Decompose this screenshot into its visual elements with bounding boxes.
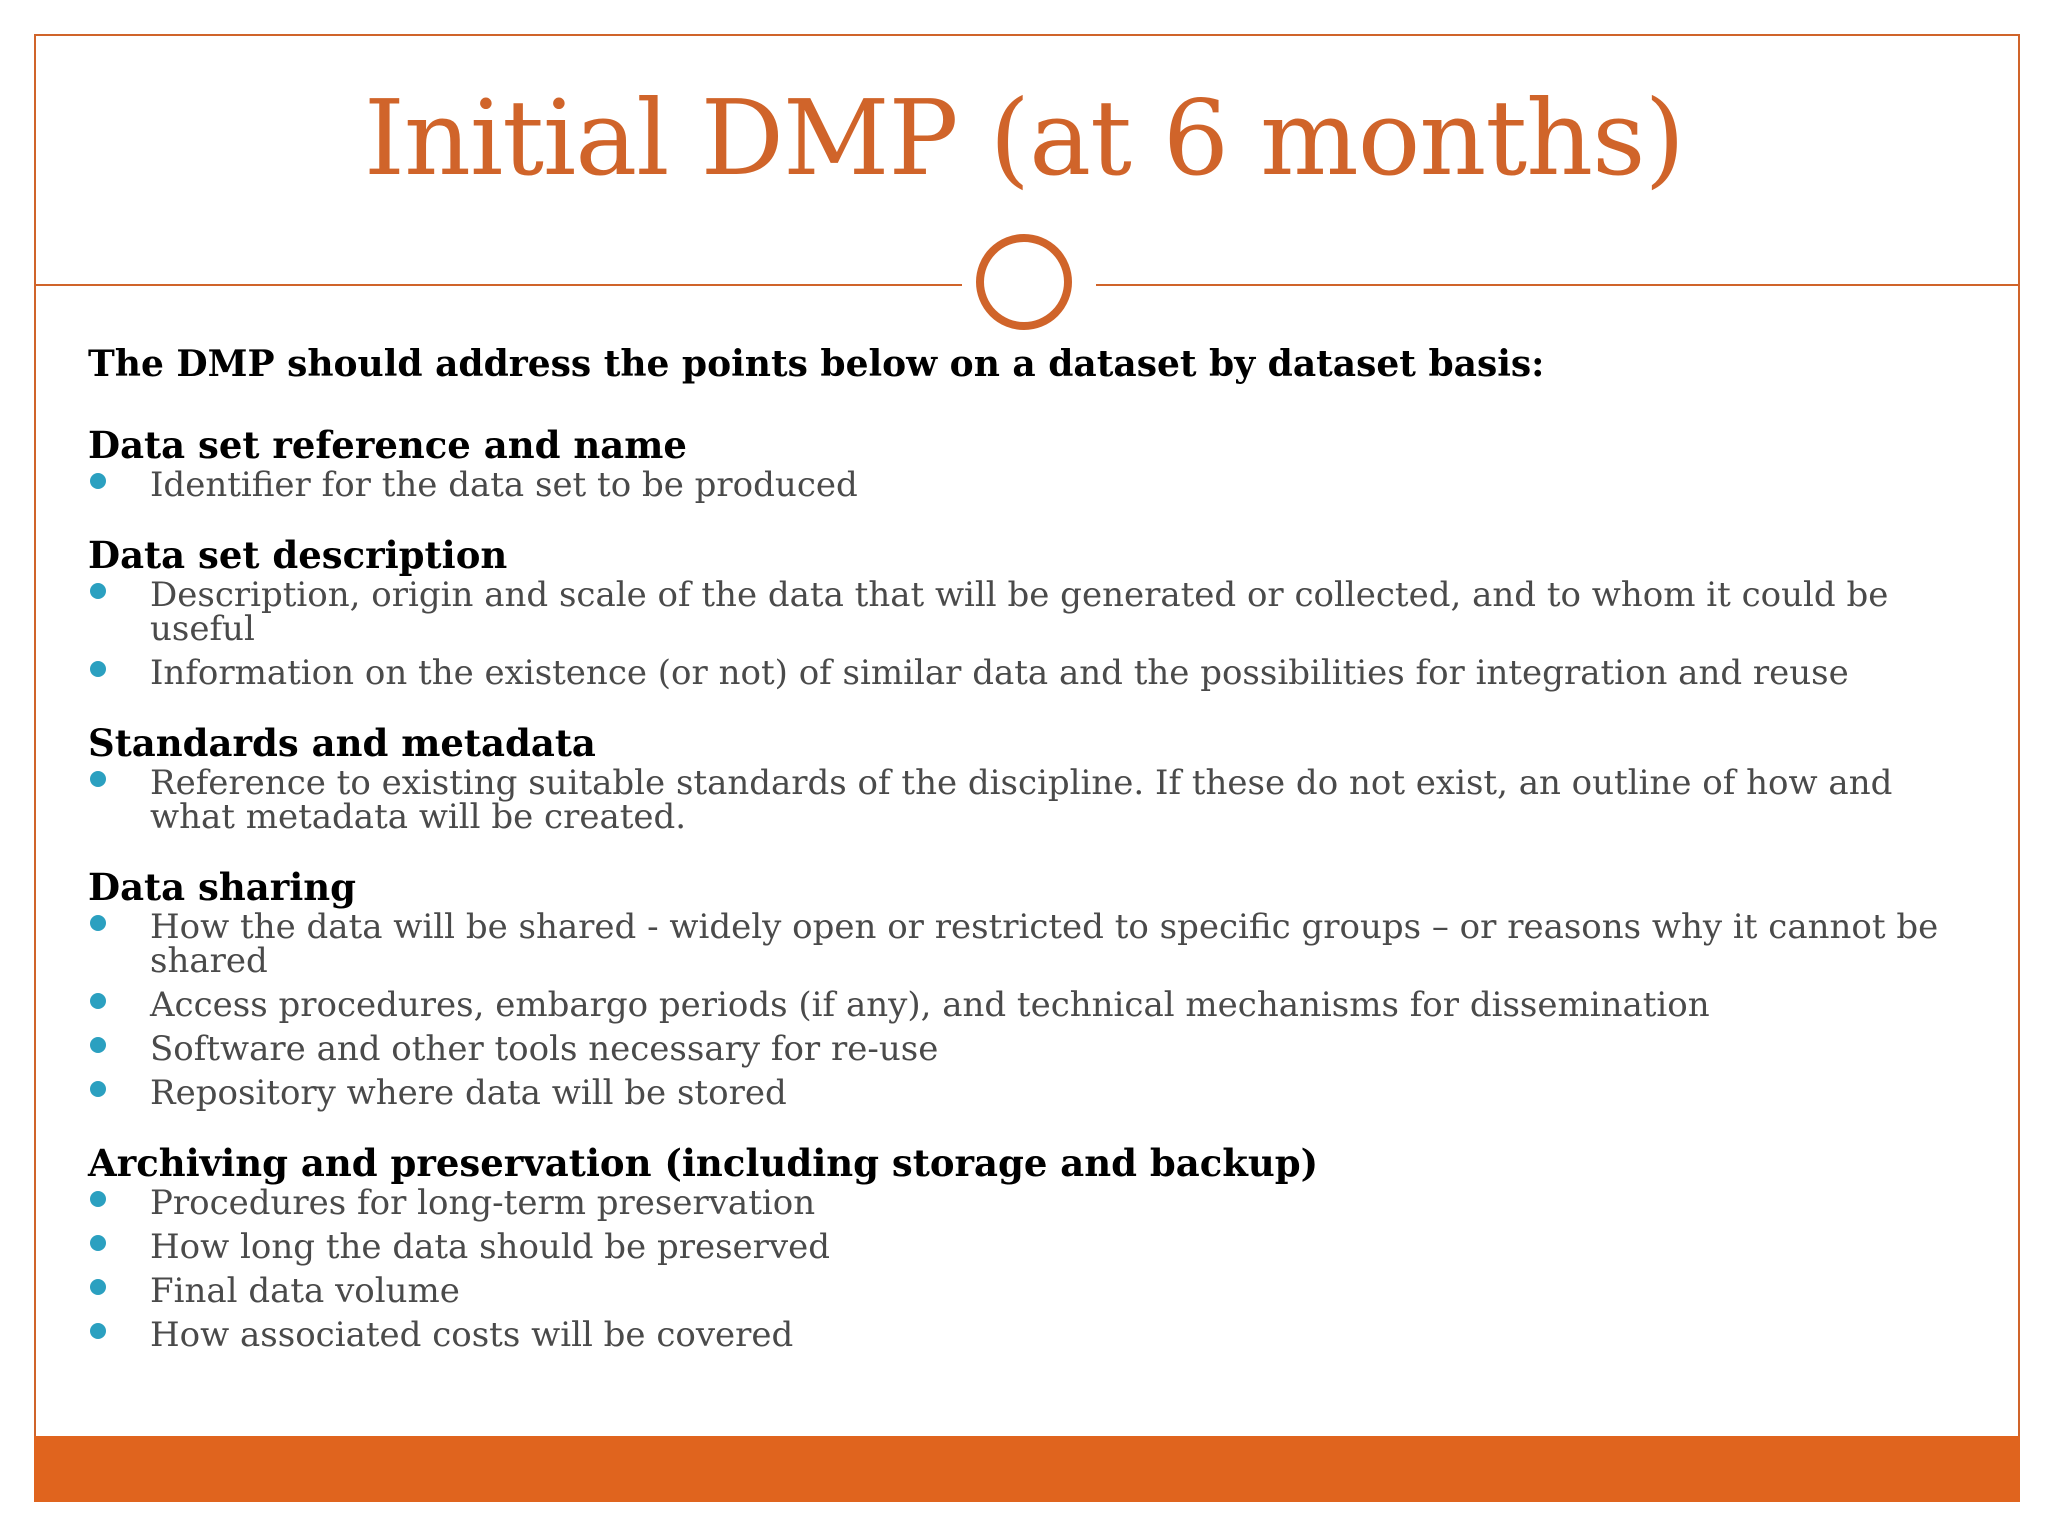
list-item	[88, 1029, 1988, 1069]
section-archiving-preservation	[88, 1140, 1988, 1355]
list-item	[88, 1271, 1988, 1311]
bullet-dot-icon	[90, 771, 106, 787]
list-item	[88, 907, 1988, 981]
footer-bar	[34, 1436, 2020, 1502]
list-item	[88, 763, 1988, 837]
bullet-dot-icon	[90, 661, 106, 677]
bullet-list	[88, 907, 1988, 1113]
bullet-dot-icon	[90, 1081, 106, 1097]
bullet-text: Procedures for long-term preservation	[150, 1183, 816, 1223]
bullet-text: Final data volume	[150, 1271, 460, 1311]
bullet-dot-icon	[90, 1037, 106, 1053]
bullet-dot-icon	[90, 993, 106, 1009]
bullet-dot-icon	[90, 1323, 106, 1339]
list-item	[88, 575, 1988, 649]
bullet-list	[88, 575, 1988, 693]
list-item	[88, 465, 1988, 505]
bullet-dot-icon	[90, 1279, 106, 1295]
section-heading: Data set description	[88, 533, 508, 577]
list-item	[88, 985, 1988, 1025]
list-item	[88, 1315, 1988, 1355]
section-data-set-description	[88, 532, 1988, 693]
bullet-list	[88, 465, 1988, 505]
bullet-text: Information on the existence (or not) of similar data and the possibilities for integration and reuse	[150, 653, 1849, 693]
section-standards-metadata	[88, 720, 1988, 837]
bullet-text: Repository where data will be stored	[150, 1073, 787, 1113]
bullet-text: Description, origin and scale of the data that will be generated or collected, and to whom it could be useful	[150, 575, 1889, 649]
list-item	[88, 1183, 1988, 1223]
bullet-text: How the data will be shared - widely open or restricted to specific groups – or reasons why it cannot be shared	[150, 907, 1939, 981]
intro-text: The DMP should address the points below on a dataset by dataset basis:	[88, 343, 1545, 385]
bullet-dot-icon	[90, 473, 106, 489]
section-heading: Archiving and preservation (including storage and backup)	[88, 1141, 1319, 1185]
circle-ornament-icon	[976, 234, 1072, 330]
list-item	[88, 1227, 1988, 1267]
section-heading: Data set reference and name	[88, 423, 687, 467]
bullet-dot-icon	[90, 915, 106, 931]
title-divider-right	[1096, 284, 2020, 286]
list-item	[88, 653, 1988, 693]
slide-title: Initial DMP (at 6 months)	[363, 77, 1685, 199]
section-data-set-reference	[88, 422, 1988, 505]
bullet-text: Identifier for the data set to be produced	[150, 465, 858, 505]
section-heading: Data sharing	[88, 865, 357, 909]
list-item	[88, 1073, 1988, 1113]
bullet-text: How associated costs will be covered	[150, 1315, 794, 1355]
slide-body	[88, 340, 1988, 1382]
section-heading: Standards and metadata	[88, 721, 596, 765]
bullet-text: Access procedures, embargo periods (if any), and technical mechanisms for dissemination	[150, 985, 1710, 1025]
bullet-list	[88, 1183, 1988, 1355]
bullet-list	[88, 763, 1988, 837]
bullet-text: How long the data should be preserved	[150, 1227, 831, 1267]
bullet-text: Software and other tools necessary for re-use	[150, 1029, 939, 1069]
bullet-text: Reference to existing suitable standards of the discipline. If these do not exist, an outline of how and what metadata will be created.	[150, 763, 1893, 837]
section-data-sharing	[88, 864, 1988, 1113]
title-divider-left	[34, 284, 962, 286]
bullet-dot-icon	[90, 1235, 106, 1251]
bullet-dot-icon	[90, 1191, 106, 1207]
bullet-dot-icon	[90, 583, 106, 599]
